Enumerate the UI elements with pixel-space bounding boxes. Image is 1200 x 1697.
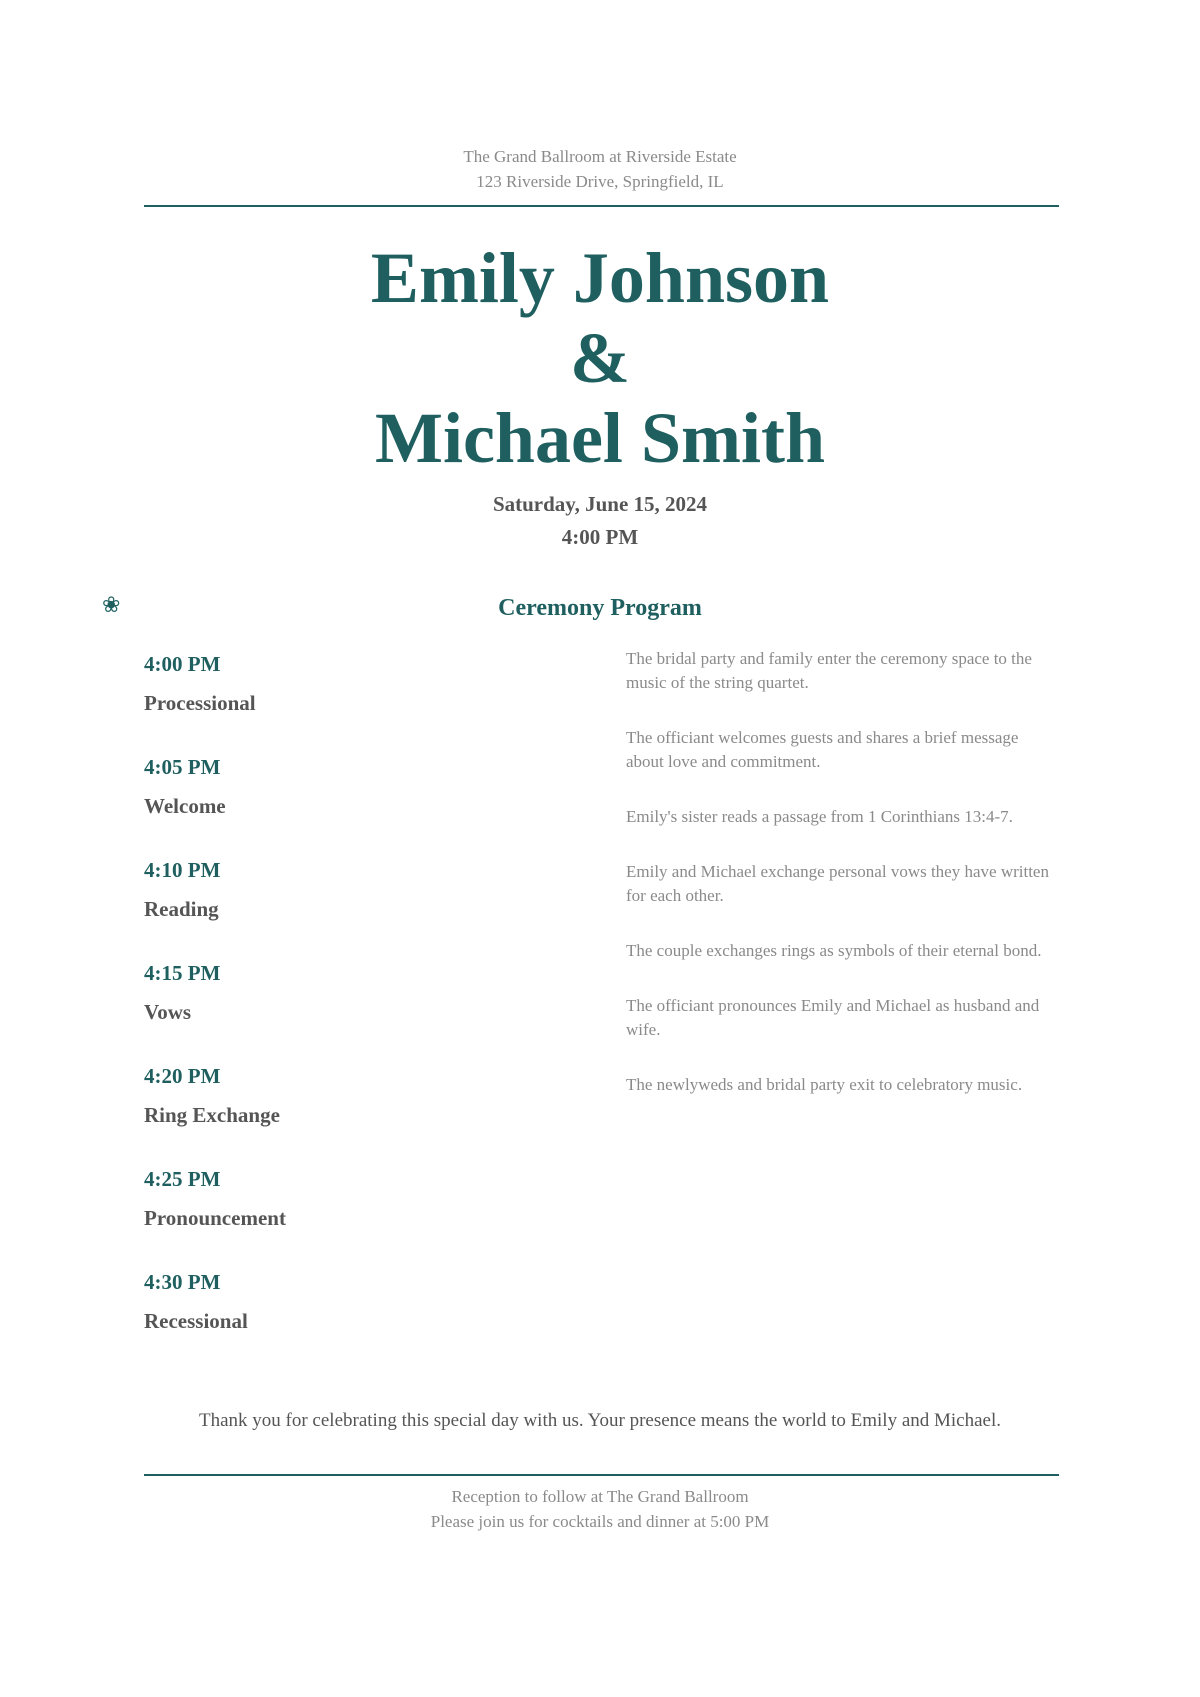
reception-block bbox=[0, 1484, 1200, 1534]
program-schedule bbox=[144, 648, 584, 1369]
program-item bbox=[144, 1163, 584, 1266]
reception-line-2: Please join us for cocktails and dinner at 5:00 PM bbox=[430, 1512, 770, 1531]
event-date: Saturday, June 15, 2024 bbox=[492, 492, 708, 516]
program-item-time: 4:25 PM bbox=[144, 1167, 221, 1191]
flower-icon: ❀ bbox=[102, 593, 121, 618]
program-item-description: Emily and Michael exchange personal vows they have written for each other. bbox=[626, 862, 1049, 905]
program-descriptions bbox=[626, 647, 1056, 1128]
couple-names bbox=[0, 238, 1200, 478]
program-item-title: Recessional bbox=[144, 1309, 248, 1333]
program-item-description: Emily's sister reads a passage from 1 Corinthians 13:4-7. bbox=[626, 807, 1013, 826]
event-datetime bbox=[0, 488, 1200, 554]
program-item-title: Reading bbox=[144, 897, 219, 921]
program-item-time: 4:00 PM bbox=[144, 652, 221, 676]
ampersand: & bbox=[570, 318, 630, 398]
program-item bbox=[144, 648, 584, 751]
program-item-time: 4:10 PM bbox=[144, 858, 221, 882]
thank-you-message: Thank you for celebrating this special day with us. Your presence means the world to Emily and Michael. bbox=[198, 1410, 1002, 1431]
program-item-title: Pronouncement bbox=[144, 1206, 286, 1230]
program-item-description: The officiant pronounces Emily and Michael as husband and wife. bbox=[626, 996, 1040, 1039]
venue-address: 123 Riverside Drive, Springfield, IL bbox=[476, 172, 724, 191]
program-item bbox=[144, 1060, 584, 1163]
program-item-title: Vows bbox=[144, 1000, 192, 1024]
event-time: 4:00 PM bbox=[561, 525, 639, 549]
program-item-description: The bridal party and family enter the ceremony space to the music of the string quartet. bbox=[626, 649, 1032, 692]
program-item-title: Ring Exchange bbox=[144, 1103, 280, 1127]
program-item-time: 4:15 PM bbox=[144, 961, 221, 985]
program-item-title: Processional bbox=[144, 691, 256, 715]
program-item bbox=[144, 751, 584, 854]
partner2-name: Michael Smith bbox=[375, 398, 825, 478]
venue-block bbox=[0, 144, 1200, 194]
program-item-time: 4:20 PM bbox=[144, 1064, 221, 1088]
program-item bbox=[144, 854, 584, 957]
program-item-description: The couple exchanges rings as symbols of their eternal bond. bbox=[626, 941, 1042, 960]
program-item-title: Welcome bbox=[144, 794, 226, 818]
program-item-description: The newlyweds and bridal party exit to celebratory music. bbox=[626, 1075, 1023, 1094]
venue-name: The Grand Ballroom at Riverside Estate bbox=[463, 147, 737, 166]
top-divider bbox=[144, 205, 1059, 207]
program-item-description: The officiant welcomes guests and shares a brief message about love and commitment. bbox=[626, 728, 1019, 771]
program-item bbox=[144, 957, 584, 1060]
program-item-time: 4:05 PM bbox=[144, 755, 221, 779]
program-item bbox=[144, 1266, 584, 1369]
reception-line-1: Reception to follow at The Grand Ballroom bbox=[451, 1487, 749, 1506]
bottom-divider bbox=[144, 1474, 1059, 1476]
program-title: Ceremony Program bbox=[498, 595, 702, 621]
program-item-time: 4:30 PM bbox=[144, 1270, 221, 1294]
partner1-name: Emily Johnson bbox=[370, 238, 830, 318]
